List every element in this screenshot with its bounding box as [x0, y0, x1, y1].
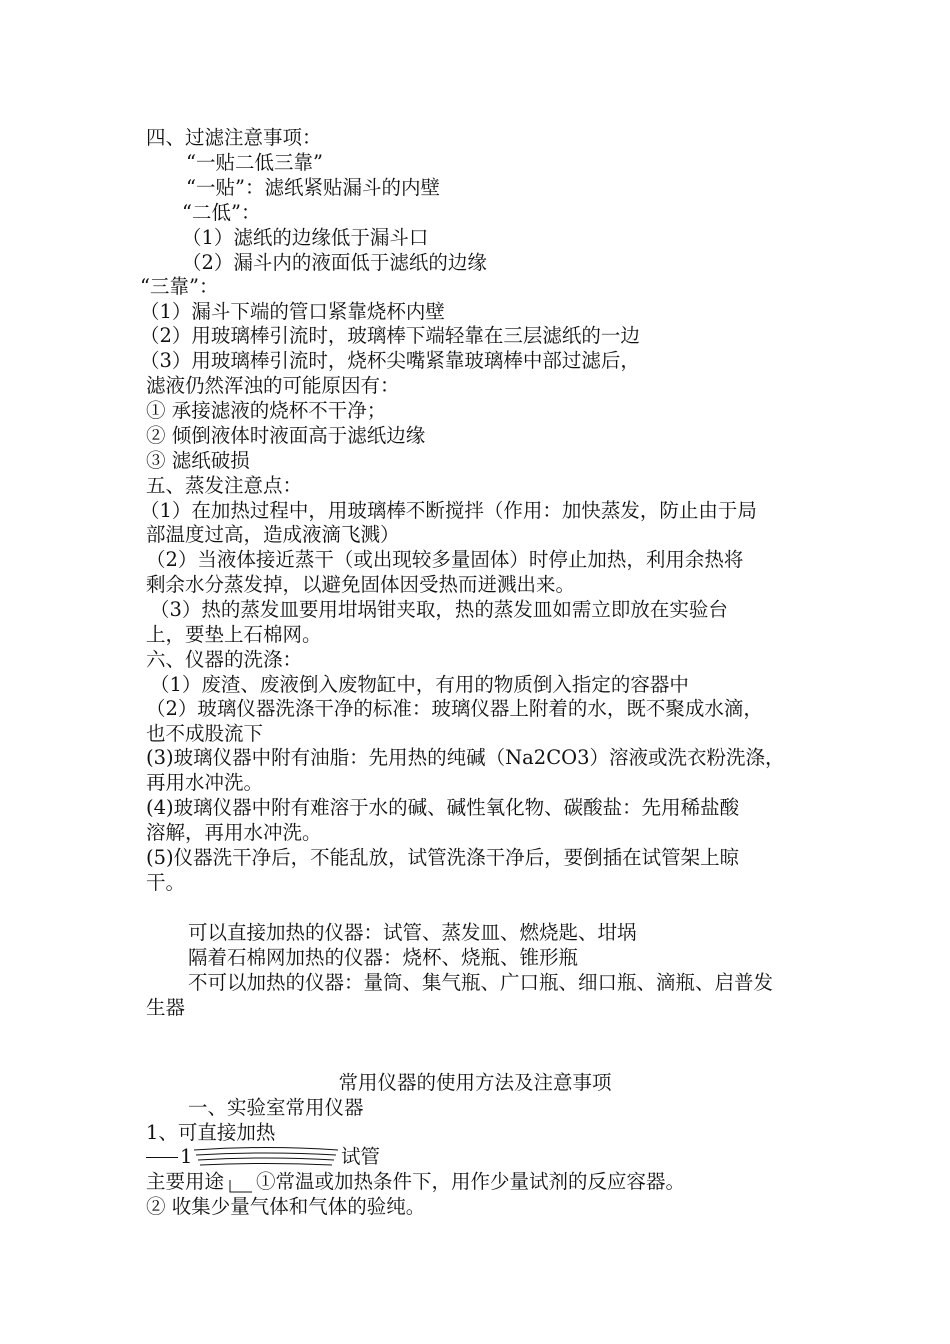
main-use-2: ② 收集少量气体和气体的验纯。	[146, 1195, 426, 1218]
tube-number: 1	[180, 1145, 193, 1168]
section5-heading: 五、蒸发注意点：	[146, 474, 303, 497]
evaporate-point-2a: （2）当液体接近蒸干（或出现较多量固体）时停止加热，利用余热将	[146, 548, 744, 571]
filter-erdi: “二低”：	[182, 201, 261, 224]
turbid-reason-1: ① 承接滤液的烧杯不干净；	[146, 399, 387, 422]
filter-sankao-1: （1）漏斗下端的管口紧靠烧杯内壁	[140, 300, 445, 323]
section4-heading: 四、过滤注意事项：	[146, 126, 322, 149]
filter-sankao-2: （2）用玻璃棒引流时，玻璃棒下端轻靠在三层滤纸的一边	[140, 324, 640, 347]
evaporate-point-3b: 上，要垫上石棉网。	[146, 623, 322, 646]
evaporate-point-1b: 部温度过高，造成液滴飞溅）	[146, 523, 400, 546]
turbid-reason-3: ③ 滤纸破损	[146, 449, 250, 472]
wash-point-5b: 干。	[146, 871, 186, 894]
filter-sankao-3: （3）用玻璃棒引流时，烧杯尖嘴紧靠玻璃棒中部过滤后，	[140, 349, 640, 372]
evaporate-point-1a: （1）在加热过程中，用玻璃棒不断搅拌（作用：加快蒸发，防止由于局	[140, 499, 757, 522]
wash-point-2b: 也不成股流下	[146, 722, 264, 745]
main-use-label: 主要用途	[146, 1170, 225, 1193]
part1-heading: 一、实验室常用仪器	[188, 1096, 364, 1119]
section6-heading: 六、仪器的洗涤：	[146, 648, 303, 671]
turbid-reason-2: ② 倾倒液体时液面高于滤纸边缘	[146, 424, 426, 447]
evaporate-point-3a: （3）热的蒸发皿要用坩埚钳夹取，热的蒸发皿如需立即放在实验台	[150, 598, 728, 621]
turbid-reasons-intro: 滤液仍然浑浊的可能原因有：	[146, 374, 400, 397]
page-title: 常用仪器的使用方法及注意事项	[338, 1071, 612, 1094]
filter-erdi-1: （1）滤纸的边缘低于漏斗口	[182, 226, 429, 249]
filter-yitie: “一贴”：滤纸紧贴漏斗的内壁	[186, 176, 440, 199]
no-heat-instruments-b: 生器	[146, 996, 186, 1019]
filter-motto: “一贴二低三靠”	[186, 151, 323, 174]
gauze-heat-instruments: 隔着石棉网加热的仪器：烧杯、烧瓶、锥形瓶	[188, 946, 579, 969]
wash-point-4b: 溶解，再用水冲洗。	[146, 821, 322, 844]
tube-name: 试管	[341, 1145, 381, 1168]
filter-erdi-2: （2）漏斗内的液面低于滤纸的边缘	[182, 251, 487, 274]
wash-point-1: （1）废渣、废液倒入废物缸中，有用的物质倒入指定的容器中	[150, 673, 689, 696]
main-use-1: ①常温或加热条件下，用作少量试剂的反应容器。	[256, 1170, 686, 1193]
part1-item1: 1、可直接加热	[146, 1121, 276, 1144]
filter-sankao: “三靠”：	[140, 275, 219, 298]
wash-point-4a: (4)玻璃仪器中附有难溶于水的碱、碱性氧化物、碳酸盐：先用稀盐酸	[146, 796, 740, 819]
direct-heat-instruments: 可以直接加热的仪器：试管、蒸发皿、燃烧匙、坩埚	[188, 921, 637, 944]
wash-point-2a: （2）玻璃仪器洗涤干净的标准：玻璃仪器上附着的水，既不聚成水滴，	[146, 697, 763, 720]
evaporate-point-2b: 剩余水分蒸发掉，以避免固体因受热而迸溅出来。	[146, 573, 576, 596]
wash-point-3a: (3)玻璃仪器中附有油脂：先用热的纯碱（Na2CO3）溶液或洗衣粉洗涤，	[146, 746, 785, 769]
wash-point-5a: (5)仪器洗干净后，不能乱放，试管洗涤干净后，要倒插在试管架上晾	[146, 846, 740, 869]
no-heat-instruments-a: 不可以加热的仪器：量筒、集气瓶、广口瓶、细口瓶、滴瓶、启普发	[188, 971, 774, 994]
wash-point-3b: 再用水冲洗。	[146, 771, 264, 794]
